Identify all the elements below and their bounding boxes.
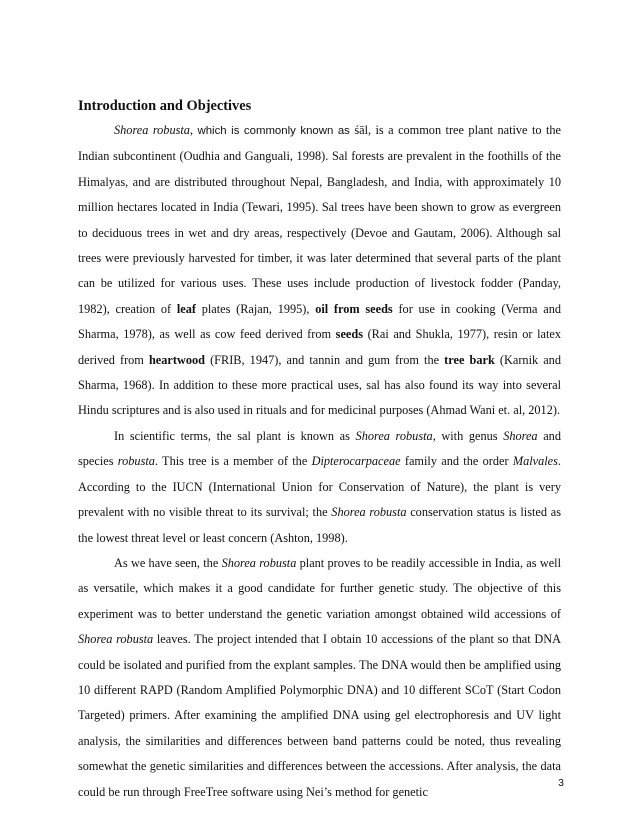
paragraph-taxonomy [78,424,561,551]
species-name: Shorea robusta [331,505,407,520]
text-run: leaves. The project intended that I obtain 10 accessions of the plant so that DNA could be isolated and purified from the explant samples. The DNA would then be amplified using 10 different RAPD (Random Amplified Polymorphic DNA) and 10 different SCoT (Start Codon Targeted) primers. After examining the amplified DNA using gel electrophoresis and UV light analysis, the similarities and differences between band patterns could be noted, thus revealing somewhat the genetic similarities and differences between the accessions. After analysis, the data could be run through FreeTree software using Nei’s method for genetic [78,632,561,799]
section-heading: Introduction and Objectives [78,98,252,114]
text-run: and species [78,428,561,469]
text-run: plates (Rajan, 1995), [195,301,316,316]
species-name: Shorea robusta [114,123,190,137]
species-name: Shorea robusta [355,428,433,443]
text-run: , [189,123,198,137]
page-number: 3 [558,777,564,789]
text-run: . According to the IUCN (International Union for Conservation of Nature), the plant is very prevalent with no visible threat to its survival; the [78,454,561,520]
paragraph-intro [78,118,561,424]
page-content [78,96,561,805]
genus-name: Shorea [503,428,538,443]
text-run: In scientific terms, the sal plant is known as [114,428,356,443]
order-name: Malvales [512,454,558,469]
text-run: family and the order [400,454,513,469]
text-run: As we have seen, the [114,555,222,570]
text-run: śāl, is a common tree plant native to the Indian subcontinent (Oudhia and Ganguali, 1998). Sal forests are prevalent in the foothills of the Himalyas, and are distributed throughout Nepal, Bangladesh, and India, with approximately 10 million hectares located in India (Tewari, 1995). Sal trees have been shown to grow as evergreen to deciduous trees in wet and dry areas, respectively (Devoe and Gautam, 2006). Although sal trees were previously harvested for timber, it was later determined that several parts of the plant can be utilized for various uses. These uses include production of livestock fodder (Panday, 1982), creation of [78,123,561,316]
text-run: (Rai and Shukla, 1977), resin or latex derived from [78,327,561,367]
text-run: . This tree is a member of the [154,454,312,469]
emphasis-oil-from-seeds: oil from seeds [315,301,393,316]
species-epithet: robusta [117,454,155,469]
text-run: (FRIB, 1947), and tannin and gum from the [204,352,445,367]
family-name: Dipterocarpaceae [311,454,401,469]
species-name: Shorea robusta [221,555,297,570]
text-run: , with genus [432,428,504,443]
text-run: for use in cooking (Verma and Sharma, 1978), as well as cow feed derived from [78,301,561,342]
text-run: (Karnik and Sharma, 1968). In addition to these more practical uses, sal has also found its way into several Hindu scriptures and is also used in rituals and for medicinal purposes (Ahmad Wani et. al, 2012). [78,352,561,418]
text-run: conservation status is listed as the lowest threat level or least concern (Ashton, 1998). [78,505,561,545]
emphasis-heartwood: heartwood [148,352,205,367]
species-name: Shorea robusta [78,632,154,647]
emphasis-seeds: seeds [335,327,363,342]
emphasis-tree-bark: tree bark [444,352,495,367]
emphasis-leaf: leaf [176,301,196,316]
paragraph-objectives [78,551,561,805]
text-run: plant proves to be readily accessible in India, as well as versatile, which makes it a good candidate for further genetic study. The objective of this experiment was to better understand the genetic variation amongst obtained wild accessions of [78,555,561,621]
text-run: which is commonly known as [197,125,350,137]
